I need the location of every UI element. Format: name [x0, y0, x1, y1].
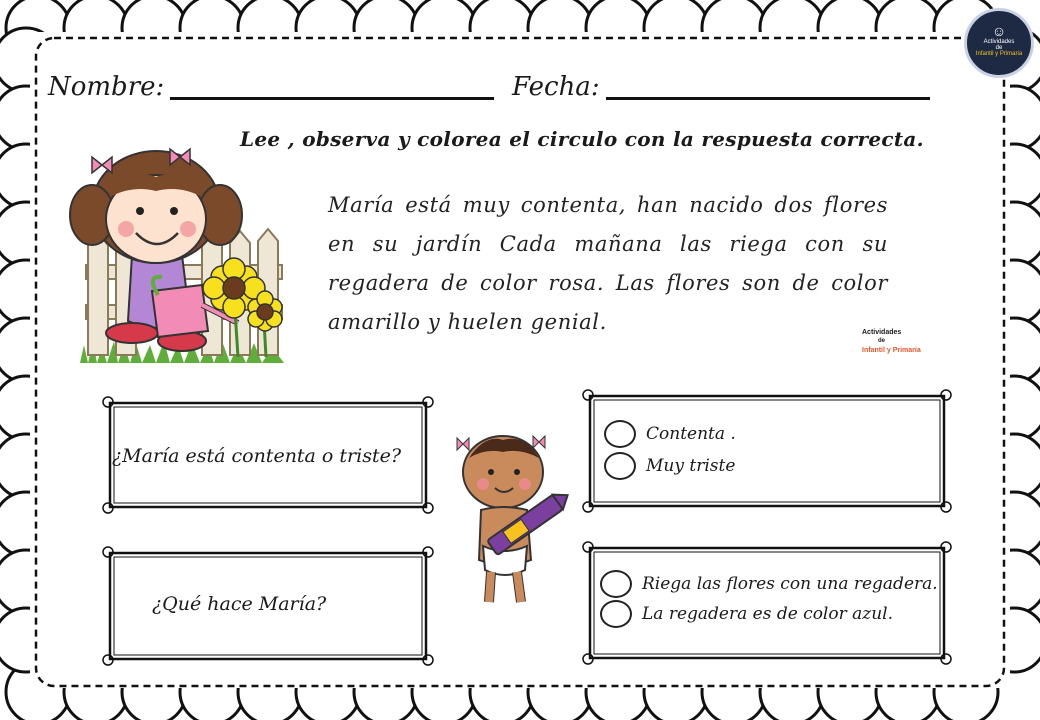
- badge-line3: Infantil y Primaria: [975, 51, 1023, 57]
- question-1-text: ¿María está contenta o triste?: [112, 445, 402, 467]
- small-logo-line2: de: [878, 338, 886, 344]
- name-label: Nombre:: [48, 72, 165, 102]
- answer-circle[interactable]: [604, 420, 636, 448]
- girl-watering-flowers-illustration: [62, 145, 292, 370]
- answer-box-2: [580, 540, 954, 666]
- small-logo: [862, 328, 926, 354]
- site-logo-badge: [964, 8, 1034, 78]
- answer-option-azul[interactable]: [600, 600, 893, 628]
- date-label: Fecha:: [512, 72, 600, 102]
- question-box-1: [100, 395, 436, 515]
- answer-circle[interactable]: [604, 452, 636, 480]
- badge-line2: de: [995, 45, 1003, 51]
- question-2-text: ¿Qué hace María?: [152, 593, 327, 615]
- name-line[interactable]: [170, 97, 494, 100]
- answer-label: Contenta .: [646, 424, 736, 444]
- answer-label: Riega las flores con una regadera.: [642, 574, 938, 594]
- small-logo-line3: Infantil y Primaria: [862, 347, 921, 354]
- question-box-2: [100, 545, 436, 667]
- answer-label: Muy triste: [646, 456, 736, 476]
- instructions: Lee , observa y colorea el circulo con la respuesta correcta.: [240, 127, 924, 151]
- story-paragraph: María está muy contenta, han nacido dos flores en su jardín Cada mañana las riega con su regadera de color rosa. Las flores son de color amarillo y huelen genial.: [328, 193, 888, 334]
- date-line[interactable]: [606, 97, 930, 100]
- answer-option-riega[interactable]: [600, 570, 938, 598]
- answer-circle[interactable]: [600, 570, 632, 598]
- badge-line1: Actividades: [983, 39, 1015, 45]
- answer-label: La regadera es de color azul.: [642, 604, 894, 624]
- answer-circle[interactable]: [600, 600, 632, 628]
- child-logo-icon: ☺: [991, 23, 1007, 39]
- answer-option-contenta[interactable]: [604, 420, 736, 448]
- small-logo-line1: Actividades: [862, 329, 902, 336]
- baby-with-crayon-illustration: [455, 430, 575, 610]
- answer-option-muy-triste[interactable]: [604, 452, 735, 480]
- answer-box-1: [580, 388, 954, 514]
